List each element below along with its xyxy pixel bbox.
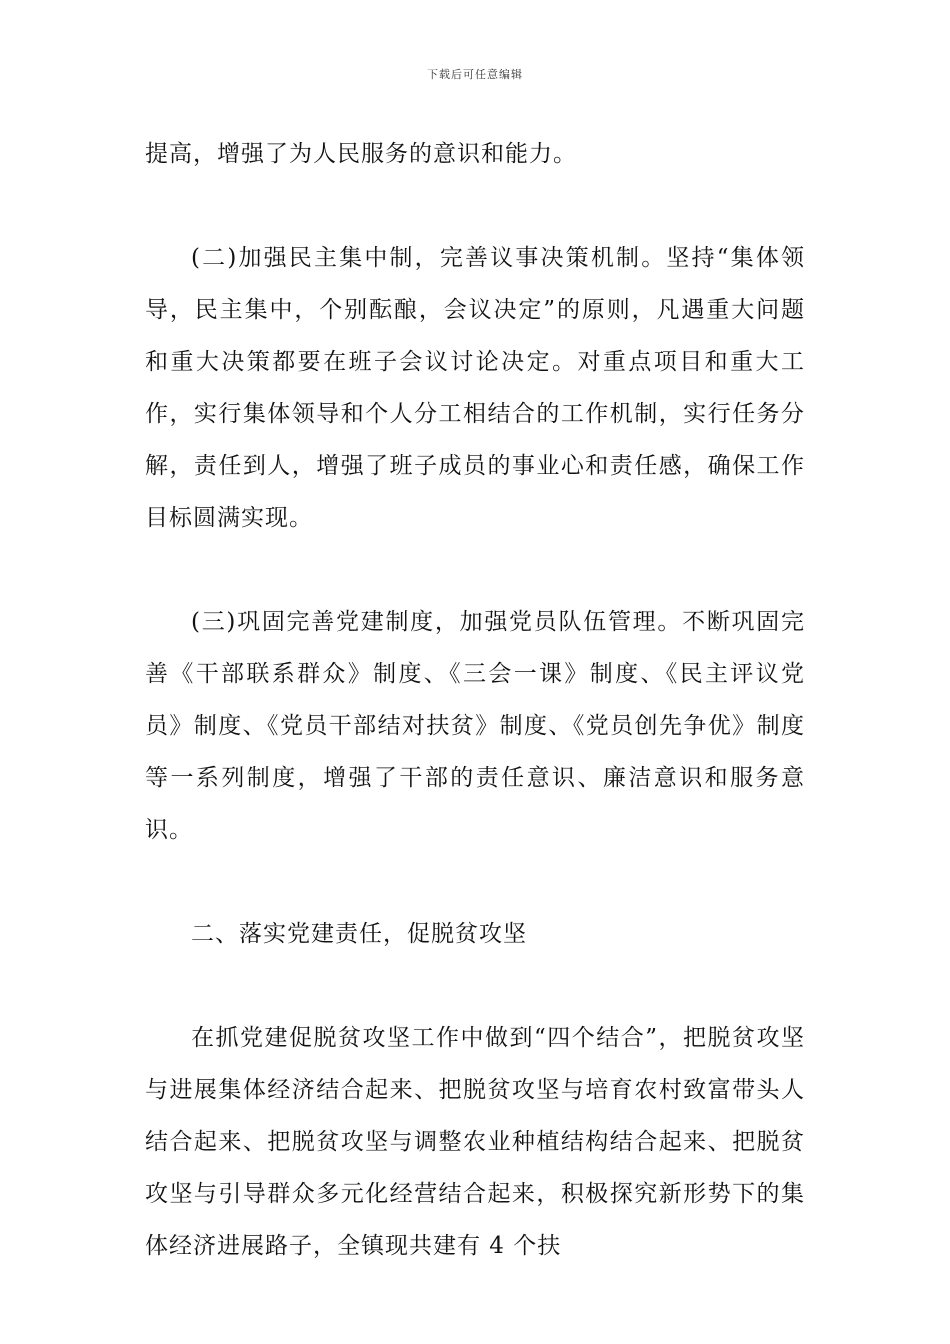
page-header: 下载后可任意编辑 — [427, 68, 523, 81]
paragraph-gap — [145, 960, 805, 1012]
document-body — [145, 128, 805, 1272]
paragraph-gap — [145, 544, 805, 596]
paragraph-gap — [145, 180, 805, 232]
paragraph-continuation: 提高，增强了为人民服务的意识和能力。 — [145, 141, 577, 167]
section-heading: 二、落实党建责任，促脱贫攻坚 — [191, 921, 527, 947]
paragraph-democratic-centralism: (二)加强民主集中制，完善议事决策机制。坚持“集体领导，民主集中，个别酝酿，会议决定”的原则，凡遇重大问题和重大决策都要在班子会议讨论决定。对重点项目和重大工作，实行集体领导和个人分工相结合的工作机制，实行任务分解，责任到人，增强了班子成员的事业心和责任感，确保工作目标圆满实现。 — [145, 245, 805, 531]
paragraph-gap — [145, 856, 805, 908]
paragraph-party-system: (三)巩固完善党建制度，加强党员队伍管理。不断巩固完善《干部联系群众》制度、《三会一课》制度、《民主评议党员》制度、《党员干部结对扶贫》制度、《党员创先争优》制度等一系列制度，增强了干部的责任意识、廉洁意识和服务意识。 — [145, 609, 805, 843]
paragraph-poverty-alleviation: 在抓党建促脱贫攻坚工作中做到“四个结合”，把脱贫攻坚与进展集体经济结合起来、把脱贫攻坚与培育农村致富带头人结合起来、把脱贫攻坚与调整农业种植结构结合起来、把脱贫攻坚与引导群众多元化经营结合起来，积极探究新形势下的集体经济进展路子，全镇现共建有 4 个扶 — [145, 1025, 805, 1259]
